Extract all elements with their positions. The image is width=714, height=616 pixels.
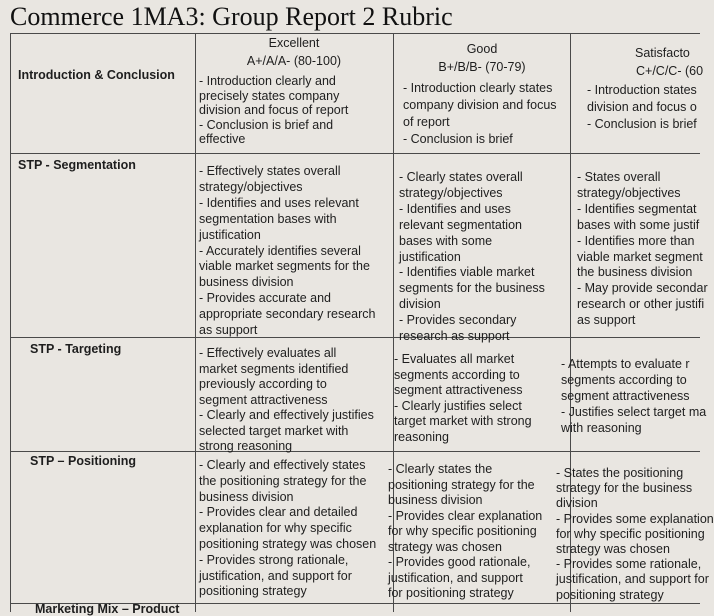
cell-targeting-excellent: - Effectively evaluates all market segments identified previously according to segment attractiveness - Clearly and effectively justifies selected target market with strong reasoning [199, 346, 374, 453]
cell-intro-excellent: - Introduction clearly and precisely states company division and focus of report - Conclusion is brief and effective [199, 74, 349, 147]
row-label-segmentation: STP - Segmentation [18, 158, 136, 172]
row-label-intro: Introduction & Conclusion [18, 68, 175, 82]
cell-intro-satisfactory: - Introduction states division and focus o - Conclusion is brief [587, 83, 697, 131]
header-excellent [196, 34, 392, 70]
table-left-border [10, 33, 11, 612]
header-satisfactory-name: Satisfacto [635, 46, 690, 60]
header-good-name: Good [466, 42, 498, 56]
cell-segmentation-good: - Clearly states overall strategy/objectives - Identifies and uses relevant segmentation bases with some justification - Identifies viable market segments for the business division - Provides secondary research as support [399, 170, 545, 344]
cell-positioning-good: - Clearly states the positioning strategy for the business division - Provides clear explanation for why specific positioning strategy was chosen - Provides good rationale, justification, and support for positioning strategy [388, 462, 543, 600]
row-label-marketing-clip [11, 602, 195, 616]
header-good [394, 40, 570, 76]
cell-targeting-good: - Evaluates all market segments according to segment attractiveness - Clearly justifies select target market with strong reasoning [394, 352, 532, 444]
header-excellent-range: A+/A/A- (80-100) [246, 54, 342, 68]
page-title: Commerce 1MA3: Group Report 2 Rubric [10, 2, 453, 31]
cell-segmentation-excellent: - Effectively states overall strategy/objectives - Identifies and uses relevant segmentation bases with justification - Accurately identifies several viable market segments for the business division - Provides accurate and appropriate secondary research as support [199, 164, 376, 338]
header-good-range: B+/B/B- (70-79) [438, 60, 526, 74]
header-satisfactory-range: C+/C/C- (60 [636, 64, 704, 78]
cell-intro-good: - Introduction clearly states company division and focus of report - Conclusion is brief [403, 81, 557, 146]
row-label-marketing: Marketing Mix – Product [35, 602, 180, 616]
column-divider-1 [195, 33, 196, 612]
cell-targeting-satisfactory: - Attempts to evaluate r segments according to segment attractiveness - Justifies select target ma with reasoning [561, 357, 707, 435]
cell-segmentation-satisfactory: - States overall strategy/objectives - Identifies segmentat bases with some justif - Identifies more than viable market segment the business division - May provide secondar research or other justifi as support [577, 170, 708, 328]
cell-positioning-satisfactory: - States the positioning strategy for the business division - Provides some explanation for why specific positioning strategy was chosen - Provides some rationale, justification, and support for positioning strategy [556, 466, 714, 602]
row-label-targeting: STP - Targeting [30, 342, 122, 356]
header-excellent-name: Excellent [268, 36, 320, 50]
row-label-positioning: STP – Positioning [30, 454, 137, 468]
cell-positioning-excellent: - Clearly and effectively states the positioning strategy for the business division - Provides clear and detailed explanation for why specific positioning strategy was chosen - Provides strong rationale, justification, and support for positioning strategy [199, 458, 377, 599]
row-divider-1 [10, 153, 700, 154]
